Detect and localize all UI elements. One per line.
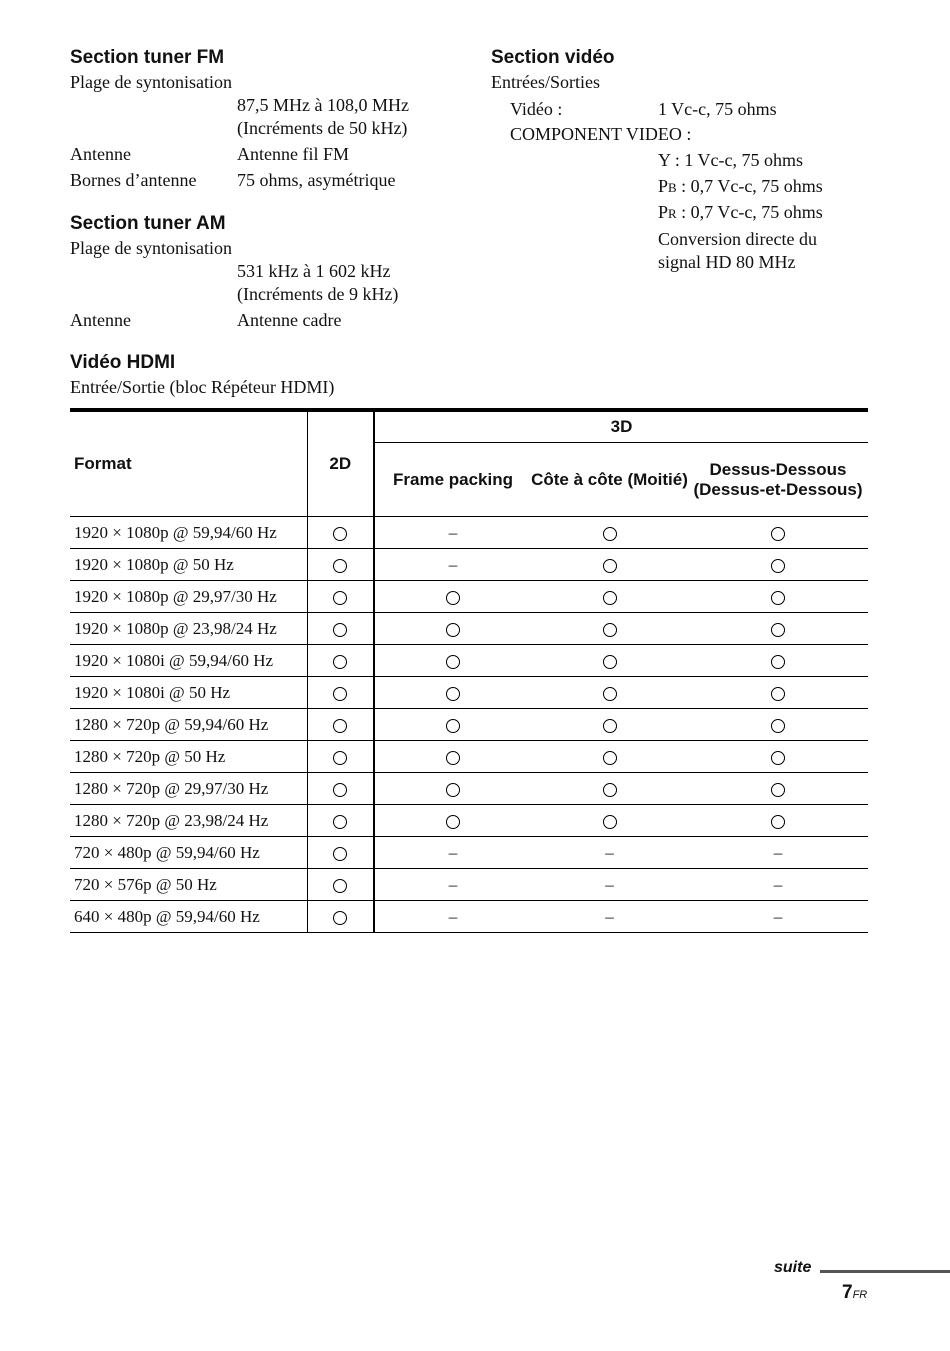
support-side-by-side-cell [531,645,688,677]
supported-mark [603,559,617,573]
support-2d-cell [307,613,374,645]
video-composite-value: 1 Vc-c, 75 ohms [658,99,777,119]
support-top-bottom-cell [688,709,868,741]
table-row [70,709,868,741]
supported-mark [603,591,617,605]
supported-mark [333,879,347,893]
support-2d-cell [307,517,374,549]
support-top-bottom-cell [688,645,868,677]
header-frame-packing: Frame packing [374,443,531,517]
support-top-bottom-cell [688,677,868,709]
support-frame-packing-cell: – [374,869,531,901]
supported-mark [771,687,785,701]
page-number: 7FR [842,1282,868,1303]
support-frame-packing-cell: – [374,837,531,869]
support-2d-cell [307,741,374,773]
format-cell: 1920 × 1080p @ 23,98/24 Hz [70,613,307,645]
table-row [70,677,868,709]
component-pb-value: PB : 0,7 Vc-c, 75 ohms [658,176,823,196]
support-side-by-side-cell [531,773,688,805]
support-2d-cell [307,677,374,709]
fm-range-value: 87,5 MHz à 108,0 MHz [237,95,409,115]
component-pr-value: PR : 0,7 Vc-c, 75 ohms [658,202,823,222]
support-frame-packing-cell: – [374,517,531,549]
support-frame-packing-cell: – [374,901,531,933]
support-top-bottom-cell [688,613,868,645]
video-section-title: Section vidéo [491,47,615,68]
supported-mark [333,687,347,701]
am-range-value: 531 kHz à 1 602 kHz [237,261,391,281]
supported-mark [603,815,617,829]
supported-mark [771,655,785,669]
support-frame-packing-cell [374,773,531,805]
supported-mark [771,719,785,733]
support-frame-packing-cell [374,645,531,677]
format-cell: 1280 × 720p @ 50 Hz [70,741,307,773]
continued-label: suite [774,1259,812,1276]
support-side-by-side-cell [531,517,688,549]
support-top-bottom-cell: – [688,837,868,869]
supported-mark [333,847,347,861]
fm-terminals-label: Bornes d’antenne [70,170,197,190]
table-row [70,613,868,645]
support-2d-cell [307,645,374,677]
support-2d-cell [307,549,374,581]
supported-mark [333,591,347,605]
supported-mark [333,911,347,925]
support-frame-packing-cell [374,677,531,709]
supported-mark [771,623,785,637]
table-row [70,581,868,613]
support-side-by-side-cell: – [531,901,688,933]
conversion-line-1: Conversion directe du [658,229,817,249]
table-row [70,645,868,677]
format-cell: 1280 × 720p @ 23,98/24 Hz [70,805,307,837]
header-3d: 3D [374,410,868,443]
fm-antenna-label: Antenne [70,144,131,164]
supported-mark [771,751,785,765]
supported-mark [446,655,460,669]
table-row [70,869,868,901]
supported-mark [333,655,347,669]
am-antenna-value: Antenne cadre [237,310,342,330]
supported-mark [771,783,785,797]
support-top-bottom-cell [688,773,868,805]
fm-terminals-value: 75 ohms, asymétrique [237,170,396,190]
table-row [70,773,868,805]
table-row [70,901,868,933]
support-frame-packing-cell [374,709,531,741]
supported-mark [333,623,347,637]
header-side-by-side: Côte à côte (Moitié) [531,443,688,517]
support-2d-cell [307,581,374,613]
format-cell: 720 × 576p @ 50 Hz [70,869,307,901]
video-io-label: Entrées/Sorties [491,72,600,92]
hdmi-format-table [70,408,868,933]
support-2d-cell [307,869,374,901]
support-top-bottom-cell [688,581,868,613]
supported-mark [603,719,617,733]
format-cell: 1920 × 1080p @ 29,97/30 Hz [70,581,307,613]
supported-mark [333,815,347,829]
header-2d: 2D [307,410,374,517]
video-composite-label: Vidéo : [510,99,563,119]
support-top-bottom-cell: – [688,869,868,901]
supported-mark [446,719,460,733]
support-side-by-side-cell: – [531,869,688,901]
supported-mark [603,751,617,765]
support-2d-cell [307,901,374,933]
supported-mark [333,527,347,541]
support-side-by-side-cell [531,805,688,837]
table-row [70,741,868,773]
header-format: Format [70,410,307,517]
format-cell: 1280 × 720p @ 59,94/60 Hz [70,709,307,741]
support-top-bottom-cell [688,549,868,581]
supported-mark [771,815,785,829]
supported-mark [446,751,460,765]
support-frame-packing-cell [374,613,531,645]
support-2d-cell [307,773,374,805]
format-cell: 1920 × 1080i @ 50 Hz [70,677,307,709]
support-frame-packing-cell: – [374,549,531,581]
support-side-by-side-cell [531,709,688,741]
component-y-value: Y : 1 Vc-c, 75 ohms [658,150,803,170]
continued-bar [820,1270,950,1273]
support-side-by-side-cell [531,677,688,709]
supported-mark [333,783,347,797]
support-frame-packing-cell [374,581,531,613]
supported-mark [771,559,785,573]
supported-mark [333,559,347,573]
support-2d-cell [307,805,374,837]
hdmi-section-title: Vidéo HDMI [70,352,176,373]
support-top-bottom-cell [688,805,868,837]
hdmi-subtitle: Entrée/Sortie (bloc Répéteur HDMI) [70,377,335,397]
header-top-bottom: Dessus-Dessous (Dessus-et-Dessous) [688,443,868,517]
supported-mark [603,655,617,669]
supported-mark [603,687,617,701]
fm-range-increment: (Incréments de 50 kHz) [237,118,408,138]
support-side-by-side-cell: – [531,837,688,869]
supported-mark [446,687,460,701]
support-top-bottom-cell [688,517,868,549]
am-range-increment: (Incréments de 9 kHz) [237,284,399,304]
component-video-label: COMPONENT VIDEO : [510,124,692,144]
format-cell: 1920 × 1080p @ 50 Hz [70,549,307,581]
support-side-by-side-cell [531,741,688,773]
fm-antenna-value: Antenne fil FM [237,144,349,164]
support-frame-packing-cell [374,741,531,773]
support-frame-packing-cell [374,805,531,837]
format-cell: 1920 × 1080p @ 59,94/60 Hz [70,517,307,549]
supported-mark [603,527,617,541]
table-row [70,805,868,837]
support-top-bottom-cell: – [688,901,868,933]
support-top-bottom-cell [688,741,868,773]
supported-mark [446,783,460,797]
supported-mark [771,527,785,541]
conversion-line-2: signal HD 80 MHz [658,252,796,272]
format-cell: 1920 × 1080i @ 59,94/60 Hz [70,645,307,677]
supported-mark [446,815,460,829]
table-row [70,837,868,869]
format-cell: 1280 × 720p @ 29,97/30 Hz [70,773,307,805]
table-row [70,517,868,549]
am-antenna-label: Antenne [70,310,131,330]
fm-range-label: Plage de syntonisation [70,72,232,92]
am-range-label: Plage de syntonisation [70,238,232,258]
am-section-title: Section tuner AM [70,213,226,234]
support-side-by-side-cell [531,613,688,645]
supported-mark [603,783,617,797]
fm-section-title: Section tuner FM [70,47,225,68]
support-side-by-side-cell [531,549,688,581]
supported-mark [603,623,617,637]
format-cell: 720 × 480p @ 59,94/60 Hz [70,837,307,869]
format-cell: 640 × 480p @ 59,94/60 Hz [70,901,307,933]
supported-mark [333,719,347,733]
supported-mark [446,591,460,605]
table-row [70,549,868,581]
support-2d-cell [307,709,374,741]
support-side-by-side-cell [531,581,688,613]
supported-mark [446,623,460,637]
support-2d-cell [307,837,374,869]
supported-mark [771,591,785,605]
supported-mark [333,751,347,765]
